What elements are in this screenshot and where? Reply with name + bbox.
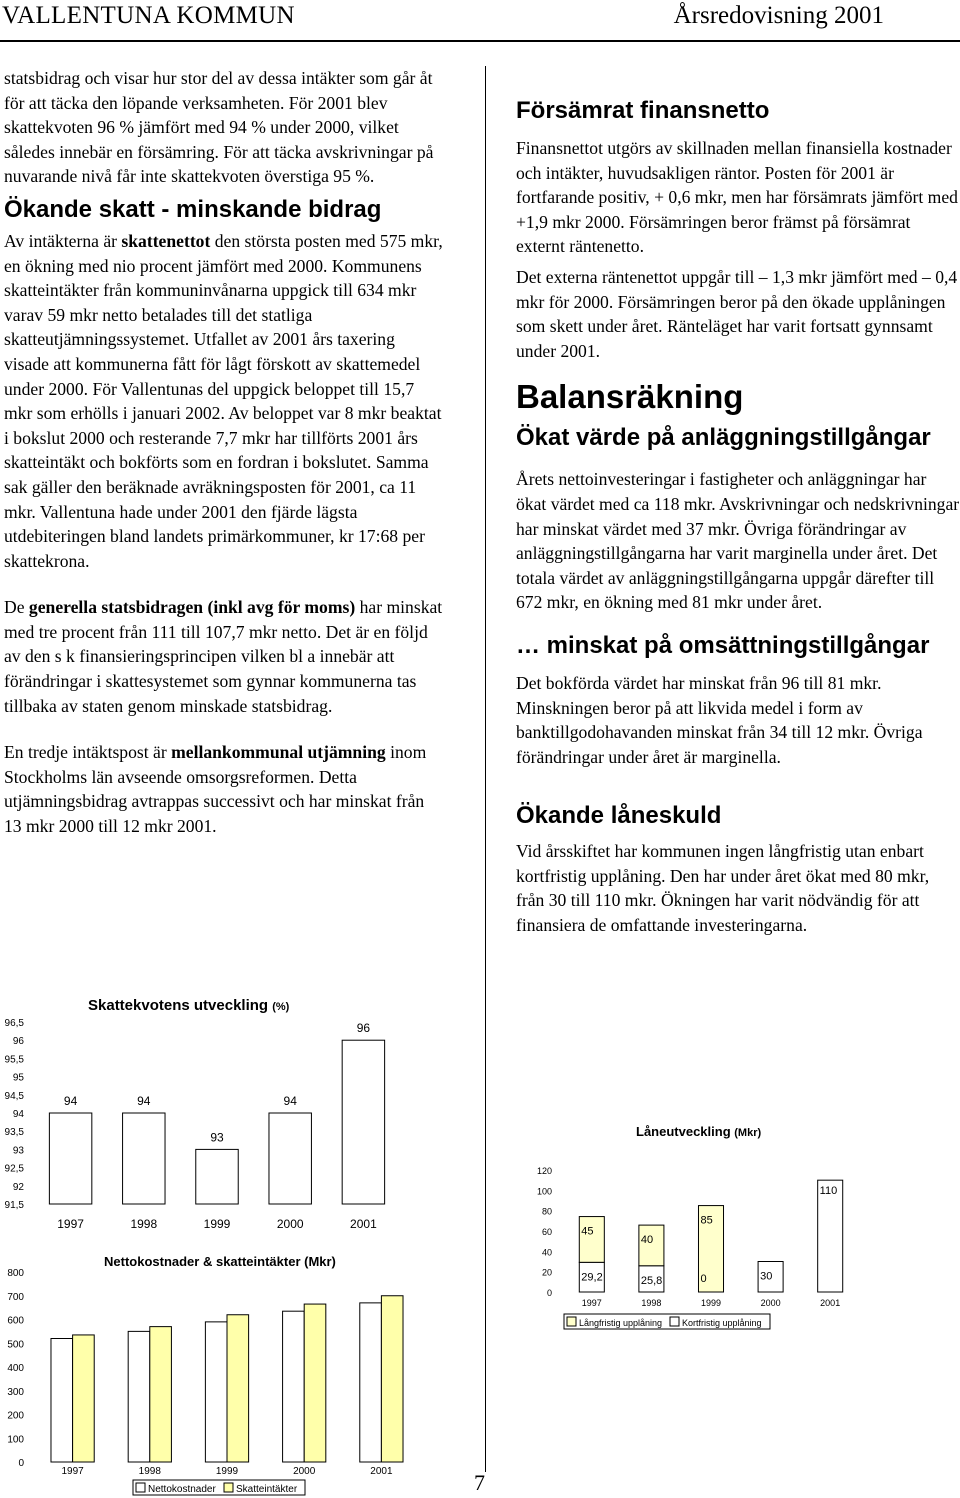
chart-title: Skattekvotens utveckling (%) [88, 997, 290, 1014]
x-tick-label: 2000 [276, 1217, 304, 1230]
data-label: 30 [760, 1270, 773, 1283]
bar [123, 1113, 165, 1204]
data-label: 40 [640, 1234, 654, 1247]
legend-label: Nettokostnader [148, 1484, 216, 1495]
x-tick-label: 1998 [138, 1466, 161, 1477]
y-tick-label: 0 [18, 1458, 24, 1469]
data-label: 94 [63, 1094, 78, 1108]
y-tick-label: 92,5 [4, 1163, 24, 1175]
y-tick-label: 700 [7, 1291, 24, 1303]
paragraph-skattekvot: statsbidrag och visar hur stor del av dessa intäkter som går åt för att täcka den löpande verksamheten. För 2001 blev skattekvoten 96 % jämfört med 94 % under 2000, vilket således innebär en försämring. För att täcka avskrivningar på nuvarande nivå får inte skattekvoten överstiga 95 %. [4, 68, 434, 187]
heading-omsattningstillgangar: … minskat på omsättningstillgångar [516, 631, 930, 659]
heading-okande-skatt: Ökande skatt - minskande bidrag [4, 195, 382, 223]
y-tick-label: 91,5 [4, 1200, 24, 1211]
x-tick-label: 2001 [820, 1298, 841, 1308]
paragraph-laneskuld: Vid årsskiftet har kommunen ingen långfristig utan enbart kortfristig upplåning. Den har under året ökat med 80 mkr, från 30 till 110 mkr. Ökningen har varit nödvändig för att finansiera de omfattande investeringarna. [516, 841, 930, 936]
y-tick-label: 0 [546, 1288, 552, 1298]
heading-anlaggningstillgangar: Ökat värde på anläggningstillgångar [516, 424, 931, 452]
bar-skatteintäkter [381, 1296, 403, 1462]
header-organization: VALLENTUNA KOMMUN [2, 2, 295, 29]
bar-skatteintäkter [150, 1327, 172, 1462]
x-tick-label: 1997 [61, 1466, 84, 1477]
page-number: 7 [474, 1470, 485, 1495]
y-tick-label: 93,5 [4, 1127, 24, 1139]
x-tick-label: 1999 [203, 1217, 231, 1230]
y-tick-label: 96 [12, 1036, 24, 1048]
left-column [4, 66, 444, 839]
paragraph-utjamning: En tredje intäktspost är mellankommunal utjämning inom Stockholms län avseende omsorgsreformen. Detta utjämningsbidrag avtrappas successivt och har minskat från 13 mkr 2000 till 12 mkr 2001. [4, 742, 427, 837]
y-tick-label: 400 [7, 1363, 24, 1374]
header-rule [0, 40, 960, 42]
data-label: 93 [210, 1130, 224, 1145]
x-tick-label: 1999 [215, 1466, 239, 1477]
y-tick-label: 96,5 [4, 1018, 24, 1029]
legend-swatch [224, 1483, 233, 1492]
bar-langfristig [579, 1217, 604, 1263]
y-tick-label: 100 [536, 1186, 552, 1197]
y-tick-label: 600 [7, 1315, 24, 1327]
y-tick-label: 94 [12, 1109, 24, 1120]
legend-label: Skatteintäkter [236, 1484, 298, 1495]
bar-nettokostnader [51, 1339, 73, 1463]
y-tick-label: 80 [541, 1206, 552, 1217]
bar [342, 1040, 384, 1204]
y-tick-label: 95,5 [4, 1054, 24, 1066]
x-tick-label: 2001 [370, 1466, 393, 1477]
bar [49, 1113, 91, 1204]
data-label: 85 [700, 1214, 713, 1227]
paragraph-rantenetto: Det externa räntenettot uppgår till – 1,3 mkr jämfört med – 0,4 mkr för 2000. Försämringen beror på den ökade upplåningen som skett under året. Ränteläget har varit fortsatt gynnsamt under 2001. [516, 266, 958, 361]
bar-skatteintäkter [227, 1315, 249, 1462]
x-tick-label: 2000 [760, 1298, 781, 1308]
y-tick-label: 120 [536, 1166, 552, 1176]
x-tick-label: 1997 [581, 1298, 602, 1308]
heading-finansnetto: Försämrat finansnetto [516, 97, 770, 124]
y-tick-label: 500 [7, 1339, 24, 1351]
y-tick-label: 20 [541, 1267, 552, 1278]
y-tick-label: 100 [7, 1434, 24, 1446]
paragraph-anlaggningstillgangar: Årets nettoinvesteringar i fastigheter och anläggningar har ökat värdet med ca 118 mkr. Avskrivningar och nedskrivningar har minskat värdet med 37 mkr. Övriga förändringar av anläggningstillgångarna har varit marginella under året. Det totala värdet av anläggningstillgångarna uppgår därefter till 672 mkr, en ökning med 81 mkr under året. [516, 469, 960, 613]
y-tick-label: 40 [541, 1247, 552, 1258]
chart-skattekvot [0, 990, 470, 1230]
data-label: 25,8 [640, 1274, 663, 1287]
column-divider [485, 66, 486, 1472]
bar-nettokostnader [128, 1331, 150, 1462]
legend-label: Långfristig upplåning [579, 1318, 663, 1328]
paragraph-skattenetto: Av intäkterna är skattenettot den största posten med 575 mkr, en ökning med nio procent jämfört med 2000. Kommunens skatteintäkter från kommuninvånarna uppgick till 634 mkr varav 59 mkr netto betalades till det statliga skatteutjämningssystemet. Utfallet av 2001 års taxering visade att kommunerna fått för lågt förskott av skattemedel under 2000. För Vallentunas del uppgick beloppet till 15,7 mkr som erhölls i januari 2002. Av beloppet var 8 mkr beaktat i bokslut 2000 och resterande 7,7 mkr har tillförts 2001 års skatteintäkt och bokförts som en fordran i bokslutet. Samma sak gäller den beräknade avräkningsposten för 2001, ca 11 mkr. Vallentuna hade under 2001 den fjärde lägsta utdebiteringen bland landets primärkommuner, kr 17:68 per skattekrona. [4, 230, 443, 571]
bar-nettokostnader [283, 1311, 305, 1462]
chart-title: Nettokostnader & skatteintäkter (Mkr) [104, 1254, 336, 1269]
chart-laneutveckling [520, 1112, 940, 1342]
x-tick-label: 1999 [700, 1298, 722, 1308]
header-document-title: Årsredovisning 2001 [673, 2, 884, 29]
right-column [516, 96, 960, 938]
heading-balansrakning: Balansräkning [516, 378, 744, 416]
legend-swatch [567, 1317, 576, 1326]
data-label: 94 [283, 1094, 297, 1108]
bar [196, 1149, 238, 1204]
data-label: 96 [356, 1021, 371, 1036]
y-tick-label: 200 [7, 1410, 24, 1422]
y-tick-label: 92 [12, 1181, 24, 1193]
data-label: 94 [137, 1094, 151, 1108]
y-tick-label: 95 [12, 1072, 24, 1084]
data-label: 0 [700, 1273, 707, 1285]
y-tick-label: 300 [7, 1386, 24, 1398]
chart-nettokostnader-skatteintakter [0, 1248, 470, 1496]
x-tick-label: 1998 [641, 1298, 662, 1308]
data-label: 45 [581, 1225, 594, 1238]
data-label: 110 [819, 1185, 838, 1198]
chart-title: Låneutveckling (Mkr) [636, 1124, 762, 1139]
y-tick-label: 94,5 [4, 1090, 24, 1102]
bar-nettokostnader [205, 1322, 227, 1462]
paragraph-statsbidrag: De generella statsbidragen (inkl avg för moms) har minskat med tre procent från 111 till 107,7 mkr netto. Det är en följd av den s k finansieringsprincipen vilken bl a innebär att förändringar i skattesystemet som gynnar kommunerna tas tillbaka av staten genom minskade statsbidrag. [4, 597, 443, 716]
y-tick-label: 93 [12, 1145, 24, 1157]
legend-label: Kortfristig upplåning [682, 1318, 762, 1328]
legend-swatch [136, 1483, 145, 1492]
bar [269, 1113, 311, 1204]
data-label: 29,2 [581, 1271, 603, 1284]
x-tick-label: 2001 [350, 1217, 377, 1230]
x-tick-label: 1997 [57, 1217, 84, 1230]
paragraph-omsattningstillgangar: Det bokförda värdet har minskat från 96 till 81 mkr. Minskningen beror på att likvida medel i form av banktillgodohavanden minskat från 34 till 12 mkr. Övriga förändringar under året är marginella. [516, 672, 923, 767]
bar-skatteintäkter [73, 1335, 95, 1462]
x-tick-label: 1998 [130, 1217, 158, 1230]
page-header [0, 0, 960, 38]
paragraph-finansnetto: Finansnettot utgörs av skillnaden mellan finansiella kostnader och intäkter, huvudsakligen räntor. Posten för 2001 är fortfarande positiv, + 0,6 mkr, men har försämrats jämfört med +1,9 mkr 2000. Försämringen beror främst på försämrat externt räntenetto. [516, 138, 958, 257]
heading-laneskuld: Ökande låneskuld [516, 802, 722, 830]
x-tick-label: 2000 [293, 1466, 316, 1477]
bar-skatteintäkter [304, 1304, 326, 1462]
y-tick-label: 800 [7, 1268, 24, 1279]
bar-nettokostnader [360, 1303, 382, 1462]
y-tick-label: 60 [541, 1227, 552, 1237]
legend-swatch [670, 1317, 679, 1326]
